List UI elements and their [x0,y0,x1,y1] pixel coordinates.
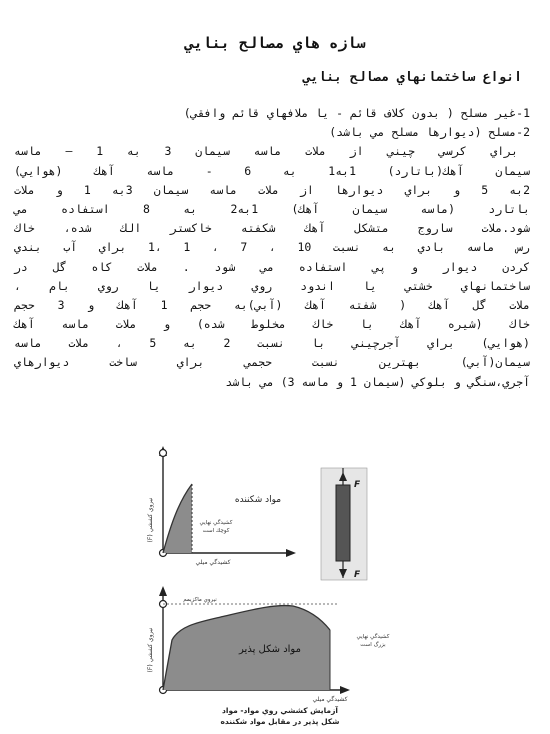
x-axis-arrow-icon [340,686,350,694]
paragraph-line: سيمان آهك(باتارد) 1به1 به 6 - ماسه آهك (هوايي) [14,163,530,178]
max-force-label: نيروي ماكزيمم [183,597,217,603]
force-label-bottom: F [354,570,361,580]
paragraph-line: 2-مسلح (ديوارها مسلح مي باشد) [329,125,530,140]
paragraph-line: براي كرسي چيني از ملات ماسه سيمان 3 به 1 – ماسه [14,144,518,159]
force-label-top: F [354,480,361,490]
paragraph-line: رس ماسه بادي به نسبت 10 ، 7 ، 1 ،1 براي آب بندي [14,240,530,255]
specimen-bar-diagram [321,468,367,580]
y-axis-label: نيروي كششي (F) [147,627,154,673]
paragraph-line: ملات گل آهك ( شفته آهك (آبي)به حجم 1 آهك و 3 حجم [14,297,530,312]
paragraph-line: 2به 5 و براي ديوارها از ملات ماسه سيمان 3به 1 و ملات [14,182,530,197]
paragraph-line: آجري،سنگي و بلوكي (سيمان 1 و ماسه 3) مي باشد [225,374,530,389]
y-axis-label: نيروي كششي (F) [147,497,154,543]
paragraph-line: سيمان(آبي) بهترين نسبت حجمي براي ساخت ديوارهاي [14,355,530,370]
section-heading: انواع ساختمانهاي مصالح بنايي [302,70,522,85]
ductile-material-plot [147,586,390,703]
paragraph-line: (هوايي) براي آجرچيني با نسبت 2 به 5 ، ملات ماسه [14,336,530,351]
specimen-bar [336,485,350,561]
paragraph-line: كردن ديوار و پي استفاده مي شود . ملات كاه گل در [14,259,530,274]
ultimate-strain-note: كشيدگي نهايي [356,634,390,640]
paragraph-line: خاك (شيره آهك با خاك مخلوط شده) و ملات ماسه آهك [14,317,530,332]
ultimate-strain-note: كوچك است [202,528,230,534]
x-axis-label: كشيدگي ميلي [312,696,348,703]
y-axis-arrow-icon [159,586,167,596]
paragraph-line: شود.ملات ساروج متشكل آهك شكفته خاكستر الك شده، خاك [14,221,530,236]
brittle-curve-label: مواد شكننده [234,495,282,505]
paragraph-line: ساختمانهاي خشتي يا اندود روي ديوار يا روي بام ، [14,278,530,293]
ultimate-strain-note: بزرگ است [360,642,386,648]
paragraph-line: 1-غير مسلح ( بدون كلاف قائم - يا ملافهاي قائم وافقي) [183,106,530,120]
brittle-material-plot [147,446,296,566]
page-title: سازه هاي مصالح بنايي [184,34,366,52]
ductile-curve-label: مواد شكل پذير [239,644,301,655]
x-axis-arrow-icon [286,549,296,557]
figure-caption: آزمايش كششي روي مواد- مواد [222,706,338,715]
figure-caption: شكل پذير در مقابل مواد شكننده [220,717,340,726]
axis-origin-dot-icon [160,450,167,457]
ultimate-strain-note: كشيدگي نهايي [199,520,233,526]
x-axis-label: كشيدگي ميلي [195,559,231,566]
paragraph-line: باتارد (ماسه سيمان آهك) 1به2 به 8 استفاده مي [14,201,530,216]
brittle-curve-area [163,484,192,553]
